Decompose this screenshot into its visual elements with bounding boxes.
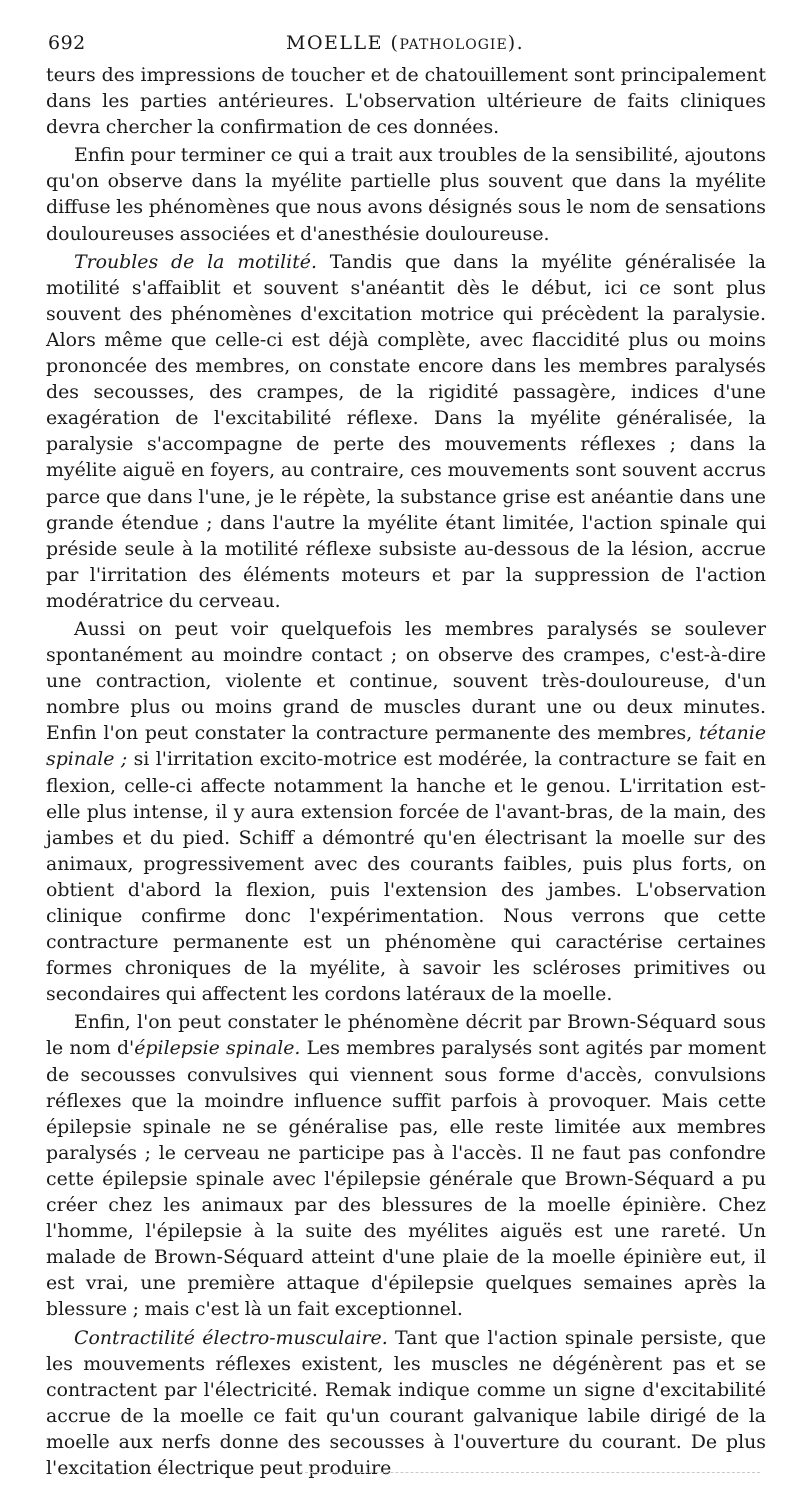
paragraph-text: teurs des impressions de toucher et de chatouillement sont principalement dans les parties antérieures. L'observation ultérieure de faits cliniques devra chercher la confirmation de ces données. [46,64,766,139]
paragraph-text: Tandis que dans la myélite généralisée la motilité s'affaiblit et souvent s'anéantit dès le début, ici ce sont plus souvent des phénomènes d'excitation motrice qui précèdent la paralysie. Alors même que celle-ci est déjà complète, avec flaccidité plus ou moins prononcée des membres, on constate encore dans les membres paralysés des secousses, des crampes, de la rigidité passagère, indices d'une exagération de l'excitabilité réflexe. Dans la myélite généralisée, la paralysie s'accompagne de perte des mouvements réflexes ; dans la myélite aiguë en foyers, au contraire, ces mouvements sont souvent accrus parce que dans l'une, je le répète, la substance grise est anéantie dans une grande étendue ; dans l'autre la myélite étant limitée, l'action spinale qui préside seule à la motilité réflexe subsiste au-dessous de la lésion, accrue par l'irritation des éléments moteurs et par la suppression de l'action modératrice du cerveau. [46,250,767,612]
paragraph-text-after: Les membres paralysés sont agités par moment de secousses convulsives qui viennent sous forme d'accès, convulsions réflexes que la moindre influence suffit parfois à provoquer. Mais cette épilepsie spinale ne se généralise pas, elle reste limitée aux membres paralysés ; le cerveau ne participe pas à l'accès. Il ne faut pas confondre cette épilepsie spinale avec l'épilepsie générale que Brown-Séquard a pu créer chez les animaux par des blessures de la moelle épinière. Chez l'homme, l'épilepsie à la suite des myélites aiguës est une rareté. Un malade de Brown-Séquard atteint d'une plaie de la moelle épinière eut, il est vrai, une première attaque d'épilepsie quelques semaines après la blessure ; mais c'est là un fait exceptionnel. [46,1037,766,1321]
header-title-close: ). [507,32,525,54]
running-head [46,28,766,62]
page-number: 692 [48,32,86,54]
paragraph-motilite [46,249,766,614]
header-title [286,32,524,54]
bottom-bleed-through-line [300,1472,760,1474]
paragraph-text: Tant que l'action spinale persiste, que les mouvements réflexes existent, les muscles ne dégénèrent pas et se contractent par l'électricité. Remak indique comme un signe d'excitabilité accrue de la moelle ce fait qu'un courant galvanique labile dirigé de la moelle aux nerfs donne des secousses à l'ouverture du courant. De plus l'excitation électrique peut produire [46,1326,766,1479]
paragraph-text-before: Enfin, l'on peut constater le phénomène décrit par Brown-Séquard sous le nom d' [46,1011,766,1060]
paragraph-epilepsie [46,1009,766,1322]
section-heading-motilite: Troubles de la motilité. [74,250,317,273]
paragraph-text: Enfin pour terminer ce qui a trait aux troubles de la sensibilité, ajoutons qu'on observe dans la myélite partielle plus souvent que dans la myélite diffuse les phénomènes que nous avons désignés sous le nom de sensations douloureuses associées et d'anesthésie douloureuse. [46,144,766,245]
paragraph-text-before: Aussi on peut voir quelquefois les membres paralysés se soulever spontanément au moindre contact ; on observe des crampes, c'est-à-dire une contraction, violente et continue, souvent très-douloureuse, d'un nombre plus ou moins grand de muscles durant une ou deux minutes. Enfin l'on peut constater la contracture permanente des membres, [46,617,766,745]
paragraph-continuation [46,62,766,140]
emphasis-epilepsie-spinale: épilepsie spinale. [134,1037,301,1060]
emphasis-tetanie-spinale: tétanie spinale ; [46,722,766,771]
body-text [46,62,766,1481]
paragraph-contractilite [46,1325,766,1482]
section-heading-contractilite: Contractilité électro-musculaire. [74,1326,388,1349]
paragraph-contracture [46,616,766,1007]
header-title-sub: PATHOLOGIE [399,37,508,53]
book-page [46,28,766,1481]
paragraph-sensibilite [46,142,766,246]
header-title-main: MOELLE ( [286,32,400,54]
paragraph-text-after: si l'irritation excito-motrice est modérée, la contracture se fait en flexion, celle-ci affecte notamment la hanche et le genou. L'irritation est-elle plus intense, il y aura extension forcée de l'avant-bras, de la main, des jambes et du pied. Schiff a démontré qu'en électrisant la moelle sur des animaux, progressivement avec des courants faibles, puis plus forts, on obtient d'abord la flexion, puis l'extension des jambes. L'observation clinique confirme donc l'expérimentation. Nous verrons que cette contracture permanente est un phénomène qui caractérise certaines formes chroniques de la myélite, à savoir les scléroses primitives ou secondaires qui affectent les cordons latéraux de la moelle. [46,748,766,1006]
